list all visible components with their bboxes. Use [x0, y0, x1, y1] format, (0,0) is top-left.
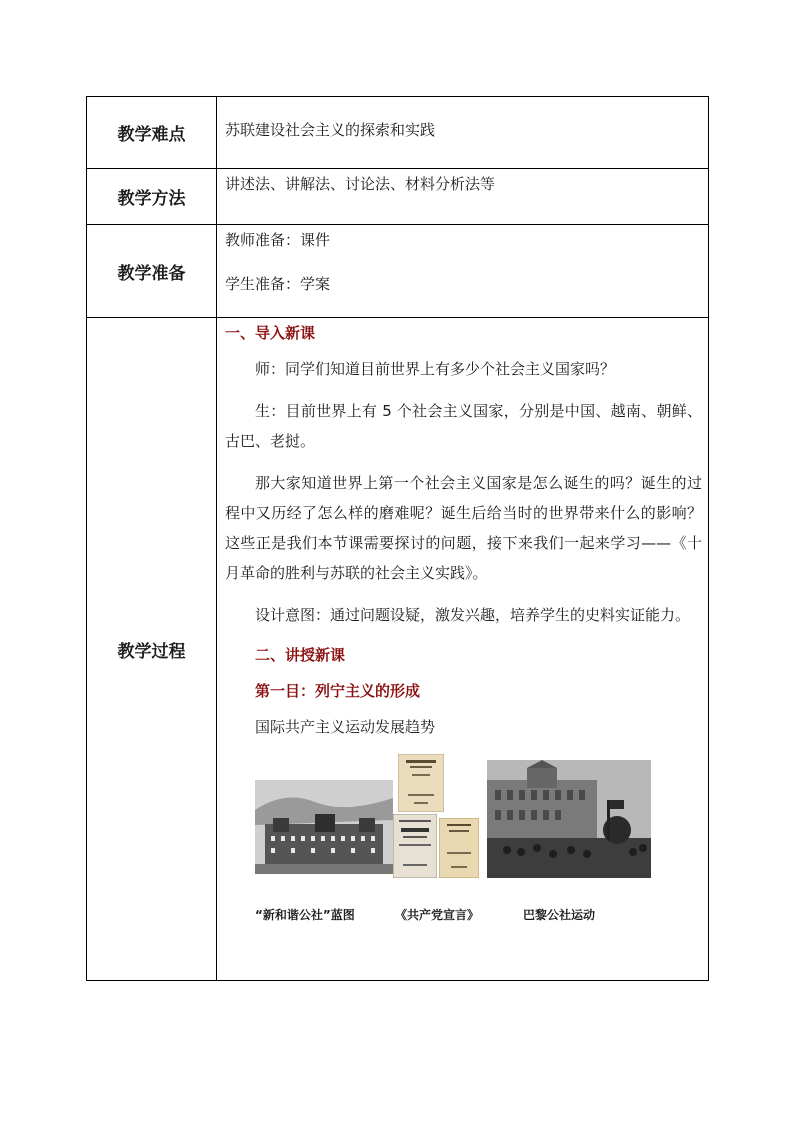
label-process: 教学过程: [87, 318, 217, 981]
lesson-plan-table: [86, 96, 709, 981]
caption-paris-commune: 巴黎公社运动: [523, 908, 596, 922]
subsection-leninism-title: 第一目：列宁主义的形成: [255, 682, 421, 700]
label-difficulty: 教学难点: [87, 97, 217, 169]
methods-text: 讲述法、讲解法、讨论法、材料分析法等: [217, 169, 709, 225]
student-preparation: 学生准备：学案: [225, 275, 331, 293]
new-harmony-image: [255, 780, 393, 874]
student-answer: 生：目前世界上有 5 个社会主义国家，分别是中国、越南、朝鲜、古巴、老挝。: [225, 402, 702, 450]
row-preparation: [87, 225, 709, 318]
row-methods: [87, 169, 709, 225]
manifesto-cover-top-image: [398, 754, 444, 812]
section-teaching-title: 二、讲授新课: [255, 646, 346, 664]
caption-new-harmony: “新和谐公社”蓝图: [255, 908, 355, 922]
row-difficulty: [87, 97, 709, 169]
paris-commune-image: [487, 760, 651, 878]
teacher-question: 师：同学们知道目前世界上有多少个社会主义国家吗？: [255, 360, 616, 378]
manifesto-cover-right-image: [439, 818, 479, 878]
process-cell: [217, 318, 709, 981]
lead-in-paragraph: 那大家知道世界上第一个社会主义国家是怎么诞生的吗？诞生的过程中又历经了怎么样的磨难呢？诞生后给当时的世界带来什么的影响？这些正是我们本节课需要探讨的问题，接下来我们一起来学习——《十月革命的胜利与苏联的社会主义实践》。: [225, 474, 702, 582]
image-row: [225, 760, 702, 922]
label-preparation: 教学准备: [87, 225, 217, 318]
manifesto-cover-left-image: [393, 814, 437, 878]
label-methods: 教学方法: [87, 169, 217, 225]
row-process: [87, 318, 709, 981]
section-intro-title: 一、导入新课: [225, 324, 316, 342]
preparation-cell: [217, 225, 709, 318]
difficulty-text: 苏联建设社会主义的探索和实践: [217, 97, 709, 169]
teacher-preparation: 教师准备：课件: [225, 231, 331, 249]
design-intent: 设计意图：通过问题设疑，激发兴趣，培养学生的史料实证能力。: [255, 606, 691, 624]
trend-text: 国际共产主义运动发展趋势: [255, 718, 436, 736]
caption-manifesto: 《共产党宣言》: [395, 908, 480, 922]
